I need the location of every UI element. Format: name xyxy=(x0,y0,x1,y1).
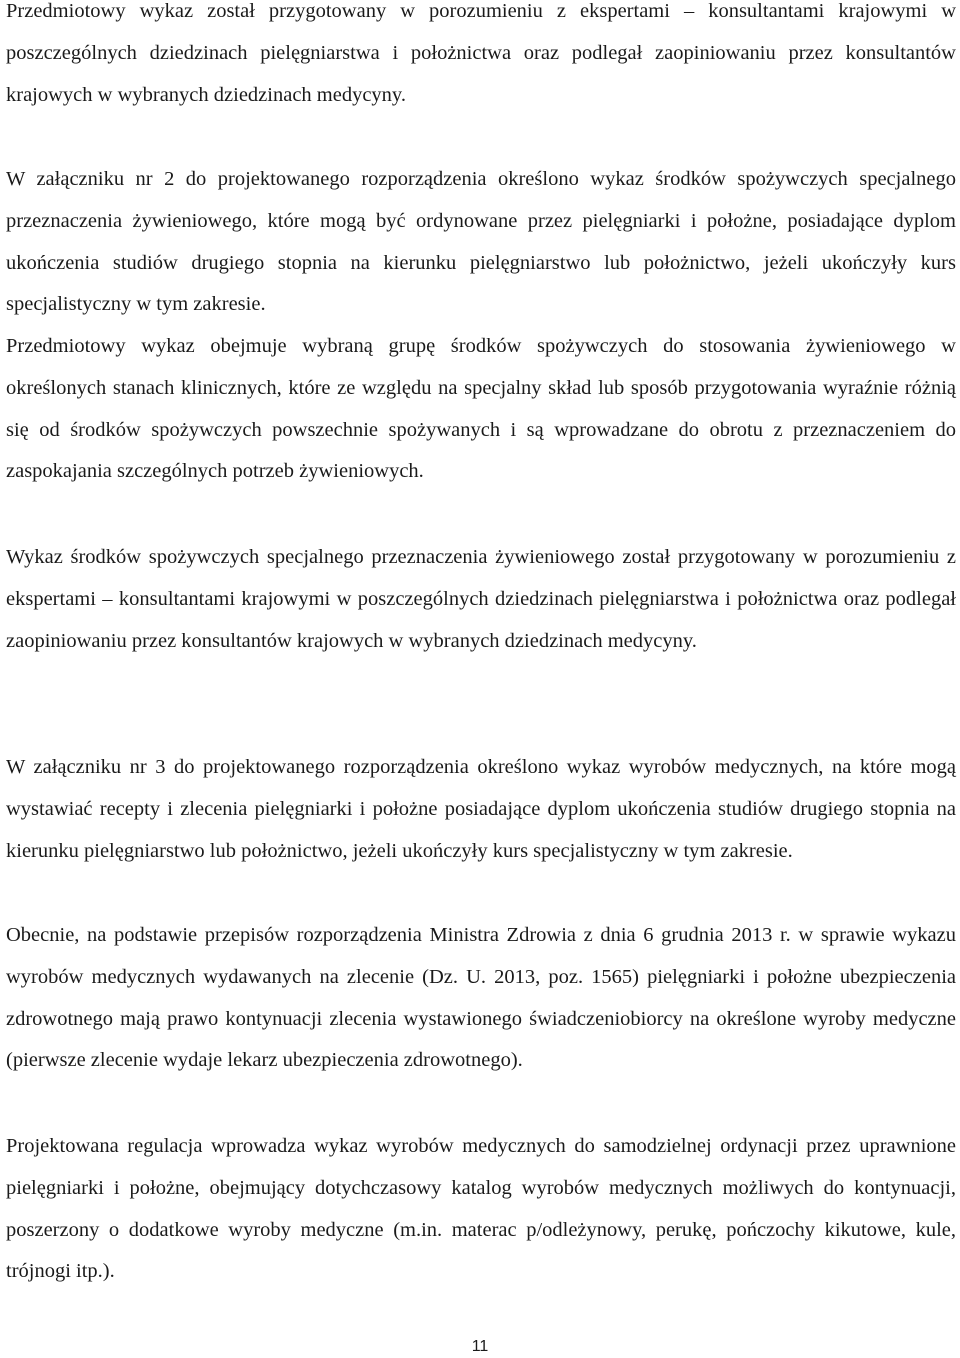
paragraph-4: Wykaz środków spożywczych specjalnego przeznaczenia żywieniowego został przygotowany w porozumieniu z ekspertami – konsultantami krajowymi w poszczególnych dziedzinach pielęgniarstwa i położnictwa oraz podlegał zaopiniowaniu przez konsultantów krajowych w wybranych dziedzinach medycyny. xyxy=(6,546,956,652)
paragraph-2: W załączniku nr 2 do projektowanego rozporządzenia określono wykaz środków spożywczych specjalnego przeznaczenia żywieniowego, które mogą być ordynowane przez pielęgniarki i położne, posiadające dyplom ukończenia studiów drugiego stopnia na kierunku pielęgniarstwo lub położnictwo, jeżeli ukończyły kurs specjalistyczny w tym zakresie. xyxy=(6,168,956,316)
page-number: 11 xyxy=(471,1338,489,1355)
paragraph-5: W załączniku nr 3 do projektowanego rozporządzenia określono wykaz wyrobów medycznych, na które mogą wystawiać recepty i zlecenia pielęgniarki i położne posiadające dyplom ukończenia studiów drugiego stopnia na kierunku pielęgniarstwo lub położnictwo, jeżeli ukończyły kurs specjalistyczny w tym zakresie. xyxy=(6,756,956,862)
paragraph-1: Przedmiotowy wykaz został przygotowany w porozumieniu z ekspertami – konsultantami krajowymi w poszczególnych dziedzinach pielęgniarstwa i położnictwa oraz podlegał zaopiniowaniu przez konsultantów krajowych w wybranych dziedzinach medycyny. xyxy=(6,0,956,106)
paragraph-7: Projektowana regulacja wprowadza wykaz wyrobów medycznych do samodzielnej ordynacji przez uprawnione pielęgniarki i położne, obejmujący dotychczasowy katalog wyrobów medycznych możliwych do kontynuacji, poszerzony o dodatkowe wyroby medyczne (m.in. materac p/odleżynowy, perukę, pończochy kikutowe, kule, trójnogi itp.). xyxy=(6,1135,956,1283)
paragraph-6: Obecnie, na podstawie przepisów rozporządzenia Ministra Zdrowia z dnia 6 grudnia 2013 r. w sprawie wykazu wyrobów medycznych wydawanych na zlecenie (Dz. U. 2013, poz. 1565) pielęgniarki i położne ubezpieczenia zdrowotnego mają prawo kontynuacji zlecenia wystawionego świadczeniobiorcy na określone wyroby medyczne (pierwsze zlecenie wydaje lekarz ubezpieczenia zdrowotnego). xyxy=(6,924,956,1072)
paragraph-3: Przedmiotowy wykaz obejmuje wybraną grupę środków spożywczych do stosowania żywieniowego w określonych stanach klinicznych, które ze względu na specjalny skład lub sposób przygotowania wyraźnie różnią się od środków spożywczych powszechnie spożywanych i są wprowadzane do obrotu z przeznaczeniem do zaspokajania szczególnych potrzeb żywieniowych. xyxy=(6,335,956,483)
